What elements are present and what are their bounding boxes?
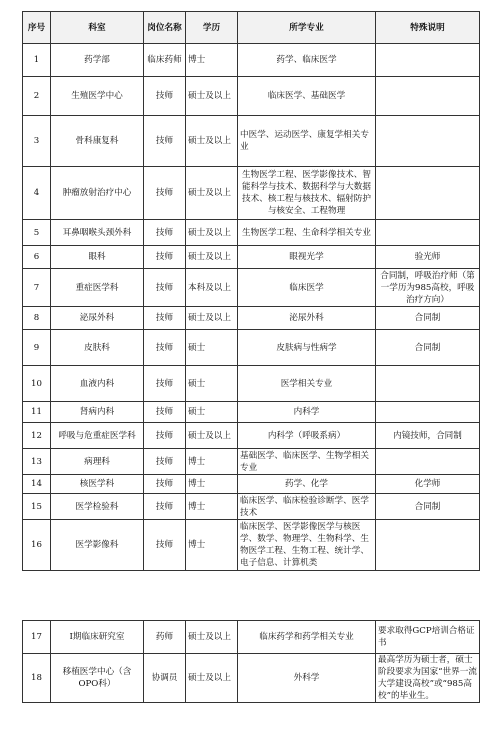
position-cell: 技师: [144, 475, 186, 494]
table-header-row: [23, 12, 480, 44]
note-cell: [376, 402, 480, 423]
row-number: 16: [23, 520, 51, 571]
major-cell: 药学、临床医学: [238, 44, 376, 77]
table-row: [23, 423, 480, 449]
position-cell: 技师: [144, 330, 186, 366]
table-row: [23, 44, 480, 77]
row-number: 8: [23, 307, 51, 330]
education-cell: 硕士: [186, 402, 238, 423]
education-cell: 本科及以上: [186, 269, 238, 307]
note-cell: 合同制: [376, 307, 480, 330]
dept-cell: 移植医学中心（含OPO科）: [51, 654, 144, 703]
position-cell: 协调员: [144, 654, 186, 703]
major-cell: 药学、化学: [238, 475, 376, 494]
table-row: [23, 307, 480, 330]
row-number: 10: [23, 366, 51, 402]
major-cell: 内科学（呼吸系病）: [238, 423, 376, 449]
position-cell: 技师: [144, 494, 186, 520]
dept-cell: 重症医学科: [51, 269, 144, 307]
dept-cell: 血液内科: [51, 366, 144, 402]
note-cell: 内镜技师，合同制: [376, 423, 480, 449]
note-cell: [376, 77, 480, 116]
table-row: [23, 449, 480, 475]
major-cell: 临床医学、临床检验诊断学、医学技术: [238, 494, 376, 520]
education-cell: 硕士及以上: [186, 423, 238, 449]
major-cell: 眼视光学: [238, 246, 376, 269]
dept-cell: 皮肤科: [51, 330, 144, 366]
major-cell: 临床医学、医学影像医学与核医学、数学、物理学、生物科学、生物医学工程、生物工程、统计学、电子信息、计算机类: [238, 520, 376, 571]
table-row: [23, 402, 480, 423]
position-cell: 技师: [144, 449, 186, 475]
note-cell: [376, 116, 480, 167]
dept-cell: 药学部: [51, 44, 144, 77]
table-row: [23, 621, 480, 654]
recruitment-table-continued: [22, 620, 480, 703]
major-cell: 中医学、运动医学、康复学相关专业: [238, 116, 376, 167]
row-number: 3: [23, 116, 51, 167]
position-cell: 技师: [144, 116, 186, 167]
row-number: 9: [23, 330, 51, 366]
note-cell: [376, 366, 480, 402]
row-number: 7: [23, 269, 51, 307]
education-cell: 博士: [186, 44, 238, 77]
header-note: 特殊说明: [376, 12, 480, 44]
education-cell: 博士: [186, 494, 238, 520]
header-no: 序号: [23, 12, 51, 44]
education-cell: 硕士及以上: [186, 77, 238, 116]
major-cell: 泌尿外科: [238, 307, 376, 330]
table-row: [23, 654, 480, 703]
dept-cell: 耳鼻咽喉头颈外科: [51, 220, 144, 246]
note-cell: 合同制: [376, 330, 480, 366]
position-cell: 技师: [144, 246, 186, 269]
major-cell: 临床医学: [238, 269, 376, 307]
position-cell: 技师: [144, 366, 186, 402]
row-number: 1: [23, 44, 51, 77]
table-row: [23, 116, 480, 167]
row-number: 4: [23, 167, 51, 220]
education-cell: 博士: [186, 449, 238, 475]
table-row: [23, 167, 480, 220]
position-cell: 技师: [144, 307, 186, 330]
table-row: [23, 220, 480, 246]
education-cell: 博士: [186, 520, 238, 571]
recruitment-table: [22, 11, 480, 571]
table-row: [23, 494, 480, 520]
note-cell: [376, 167, 480, 220]
education-cell: 硕士: [186, 366, 238, 402]
row-number: 17: [23, 621, 51, 654]
major-cell: 临床医学、基础医学: [238, 77, 376, 116]
dept-cell: 眼科: [51, 246, 144, 269]
row-number: 13: [23, 449, 51, 475]
header-education: 学历: [186, 12, 238, 44]
dept-cell: 生殖医学中心: [51, 77, 144, 116]
dept-cell: 肿瘤放射治疗中心: [51, 167, 144, 220]
table-row: [23, 366, 480, 402]
position-cell: 技师: [144, 77, 186, 116]
dept-cell: 泌尿外科: [51, 307, 144, 330]
row-number: 2: [23, 77, 51, 116]
dept-cell: 骨科康复科: [51, 116, 144, 167]
education-cell: 硕士及以上: [186, 654, 238, 703]
position-cell: 技师: [144, 269, 186, 307]
table-row: [23, 246, 480, 269]
dept-cell: 呼吸与危重症医学科: [51, 423, 144, 449]
note-cell: [376, 520, 480, 571]
education-cell: 硕士及以上: [186, 307, 238, 330]
note-cell: 化学师: [376, 475, 480, 494]
major-cell: 皮肤病与性病学: [238, 330, 376, 366]
row-number: 15: [23, 494, 51, 520]
table-row: [23, 77, 480, 116]
dept-cell: 肾病内科: [51, 402, 144, 423]
position-cell: 技师: [144, 423, 186, 449]
major-cell: 生物医学工程、医学影像技术、智能科学与技术、数据科学与大数据技术、核工程与核技术、辐射防护与核安全、工程物理: [238, 167, 376, 220]
note-cell: [376, 449, 480, 475]
position-cell: 临床药师: [144, 44, 186, 77]
education-cell: 硕士及以上: [186, 220, 238, 246]
dept-cell: I期临床研究室: [51, 621, 144, 654]
row-number: 18: [23, 654, 51, 703]
row-number: 14: [23, 475, 51, 494]
education-cell: 硕士及以上: [186, 621, 238, 654]
note-cell: 要求取得GCP培训合格证书: [376, 621, 480, 654]
note-cell: 验光师: [376, 246, 480, 269]
row-number: 6: [23, 246, 51, 269]
table-row: [23, 520, 480, 571]
education-cell: 硕士及以上: [186, 246, 238, 269]
row-number: 11: [23, 402, 51, 423]
row-number: 5: [23, 220, 51, 246]
position-cell: 技师: [144, 402, 186, 423]
education-cell: 博士: [186, 475, 238, 494]
education-cell: 硕士及以上: [186, 167, 238, 220]
major-cell: 内科学: [238, 402, 376, 423]
dept-cell: 医学影像科: [51, 520, 144, 571]
note-cell: [376, 220, 480, 246]
row-number: 12: [23, 423, 51, 449]
header-dept: 科室: [51, 12, 144, 44]
education-cell: 硕士及以上: [186, 116, 238, 167]
major-cell: 外科学: [238, 654, 376, 703]
dept-cell: 医学检验科: [51, 494, 144, 520]
table-row: [23, 269, 480, 307]
dept-cell: 核医学科: [51, 475, 144, 494]
note-cell: [376, 44, 480, 77]
table-row: [23, 475, 480, 494]
table-row: [23, 330, 480, 366]
major-cell: 临床药学和药学相关专业: [238, 621, 376, 654]
position-cell: 技师: [144, 520, 186, 571]
note-cell: 合同制，呼吸治疗师（第一学历为985高校，呼吸治疗方向）: [376, 269, 480, 307]
note-cell: 合同制: [376, 494, 480, 520]
major-cell: 基础医学、临床医学、生物学相关专业: [238, 449, 376, 475]
header-position: 岗位名称: [144, 12, 186, 44]
dept-cell: 病理科: [51, 449, 144, 475]
position-cell: 药师: [144, 621, 186, 654]
major-cell: 生物医学工程、生命科学相关专业: [238, 220, 376, 246]
header-major: 所学专业: [238, 12, 376, 44]
position-cell: 技师: [144, 167, 186, 220]
major-cell: 医学相关专业: [238, 366, 376, 402]
education-cell: 硕士: [186, 330, 238, 366]
note-cell: 最高学历为硕士者，硕士阶段要求为国家“世界一流大学建设高校”或“985高校”的毕业生。: [376, 654, 480, 703]
position-cell: 技师: [144, 220, 186, 246]
